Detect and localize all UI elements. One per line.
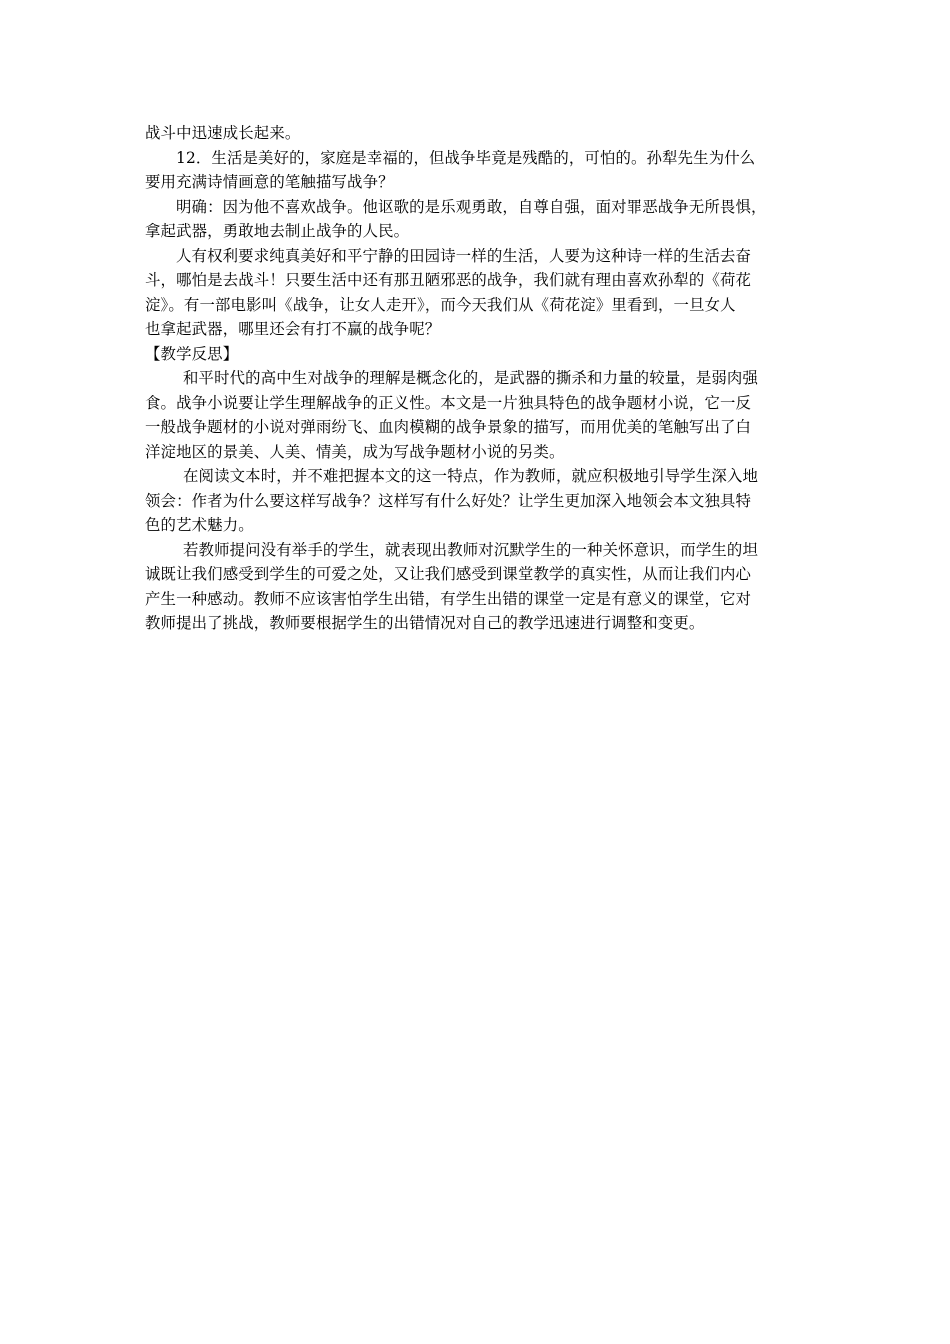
text-line: 教师提出了挑战，教师要根据学生的出错情况对自己的教学迅速进行调整和变更。 [145, 614, 705, 632]
text-line: 人有权利要求纯真美好和平宁静的田园诗一样的生活，人要为这种诗一样的生活去奋 [176, 246, 752, 265]
section-heading: 【教学反思】 [145, 344, 239, 363]
text-line: 在阅读文本时，并不难把握本文的这一特点，作为教师，就应积极地引导学生深入地 [183, 467, 759, 485]
text-line: 色的艺术魅力。 [145, 516, 254, 534]
text-line: 要用充满诗情画意的笔触描写战争？ [145, 173, 394, 191]
text-line: 也拿起武器，哪里还会有打不赢的战争呢？ [145, 320, 441, 338]
text-line: 食。战争小说要让学生理解战争的正义性。本文是一片独具特色的战争题材小说，它一反 [145, 393, 752, 412]
text-line: 领会：作者为什么要这样写战争？这样写有什么好处？让学生更加深入地领会本文独具特 [145, 491, 752, 510]
text-line: 和平时代的高中生对战争的理解是概念化的，是武器的撕杀和力量的较量，是弱肉强 [183, 369, 759, 387]
document-body [145, 121, 815, 636]
text-line: 诚既让我们感受到学生的可爱之处，又让我们感受到课堂教学的真实性，从而让我们内心 [145, 565, 752, 583]
text-line: 战斗中迅速成长起来。 [145, 124, 301, 142]
text-line: 明确：因为他不喜欢战争。他讴歌的是乐观勇敢，自尊自强，面对罪恶战争无所畏惧， [176, 197, 767, 216]
text-line: 12．生活是美好的，家庭是幸福的，但战争毕竟是残酷的，可怕的。孙犁先生为什么 [176, 148, 756, 167]
text-line: 斗，哪怕是去战斗！只要生活中还有那丑陋邪恶的战争，我们就有理由喜欢孙犁的《荷花 [145, 271, 752, 289]
text-line: 产生一种感动。教师不应该害怕学生出错，有学生出错的课堂一定是有意义的课堂，它对 [145, 589, 752, 608]
text-line: 淀》。有一部电影叫《战争，让女人走开》，而今天我们从《荷花淀》里看到，一旦女人 [145, 295, 736, 314]
text-line: 洋淀地区的景美、人美、情美，成为写战争题材小说的另类。 [145, 442, 565, 461]
text-line: 一般战争题材的小说对弹雨纷飞、血肉模糊的战争景象的描写，而用优美的笔触写出了白 [145, 418, 752, 436]
text-line: 若教师提问没有举手的学生，就表现出教师对沉默学生的一种关怀意识，而学生的坦 [183, 540, 759, 559]
text-line: 拿起武器，勇敢地去制止战争的人民。 [145, 222, 410, 240]
